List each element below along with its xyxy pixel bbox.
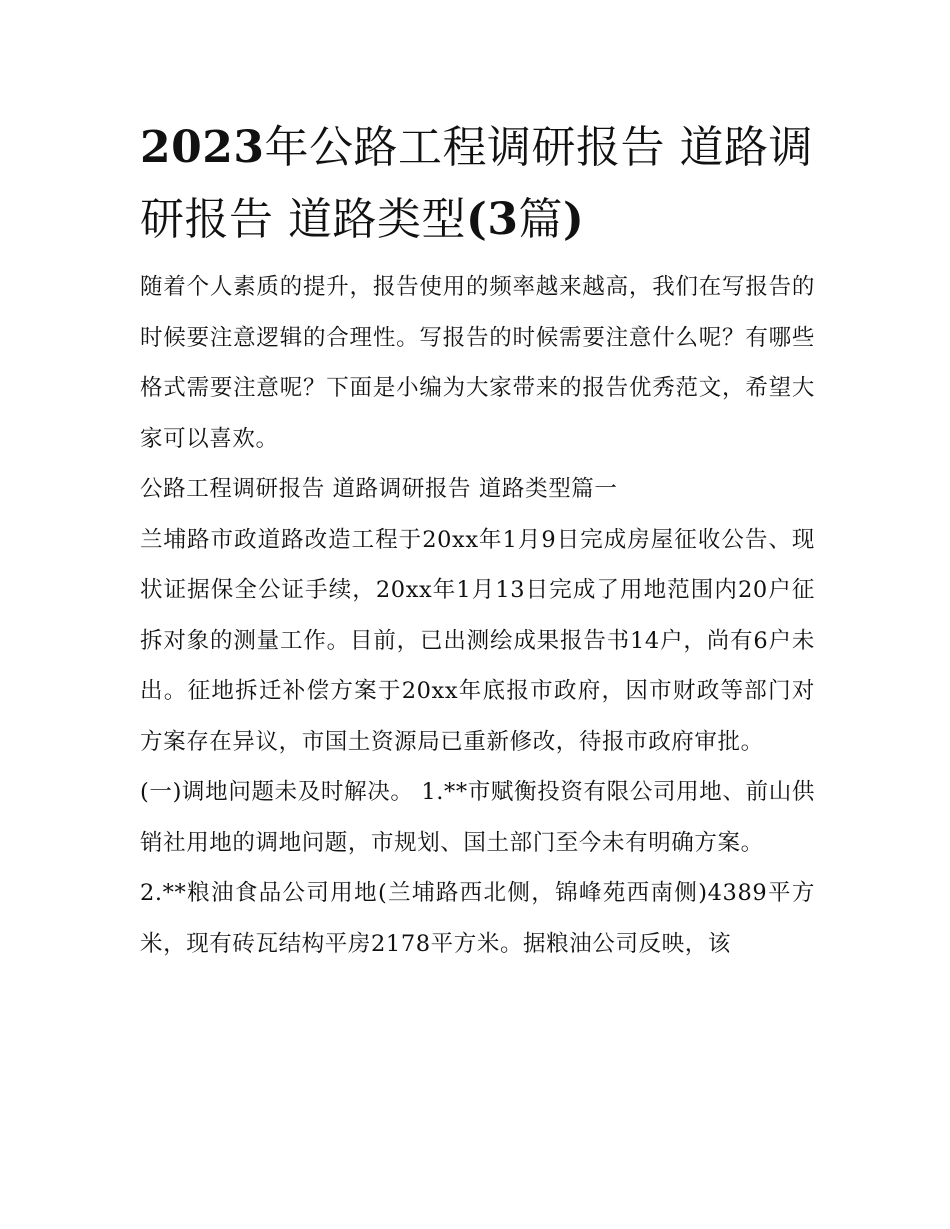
title-count-close: ) — [562, 194, 585, 245]
body-paragraph: 2.**粮油食品公司用地(兰埔路西北侧，锦峰苑西南侧)4389平方米，现有砖瓦结构平房2178平方米。据粮油公司反映，该 — [140, 880, 815, 957]
intro-paragraph: 随着个人素质的提升，报告使用的频率越来越高，我们在写报告的时候要注意逻辑的合理性。写报告的时候需要注意什么呢？有哪些格式需要注意呢？下面是小编为大家带来的报告优秀范文，希望大家可以喜欢。 — [140, 274, 815, 452]
document-page — [140, 112, 815, 969]
section-heading: 公路工程调研报告 道路调研报告 道路类型篇一 — [140, 476, 618, 502]
title-count-open: (3 — [466, 194, 519, 245]
title-text: 年公路工程调研报告 道路调研报告 道路类型 — [140, 122, 813, 245]
title-unit: 篇 — [518, 194, 563, 245]
document-title — [140, 112, 815, 256]
body-paragraph: 兰埔路市政道路改造工程于20xx年1月9日完成房屋征收公告、现状证据保全公证手续，20xx年1月13日完成了用地范围内20户征拆对象的测量工作。目前，已出测绘成果报告书14户，尚有6户未出。征地拆迁补偿方案于20xx年底报市政府，因市财政等部门对方案存在异议，市国土资源局已重新修改，待报市政府审批。 — [140, 526, 815, 755]
body-paragraph: (一)调地问题未及时解决。 1.**市赋衡投资有限公司用地、前山供销社用地的调地问题，市规划、国土部门至今未有明确方案。 — [140, 779, 815, 856]
title-year: 2023 — [140, 122, 265, 173]
